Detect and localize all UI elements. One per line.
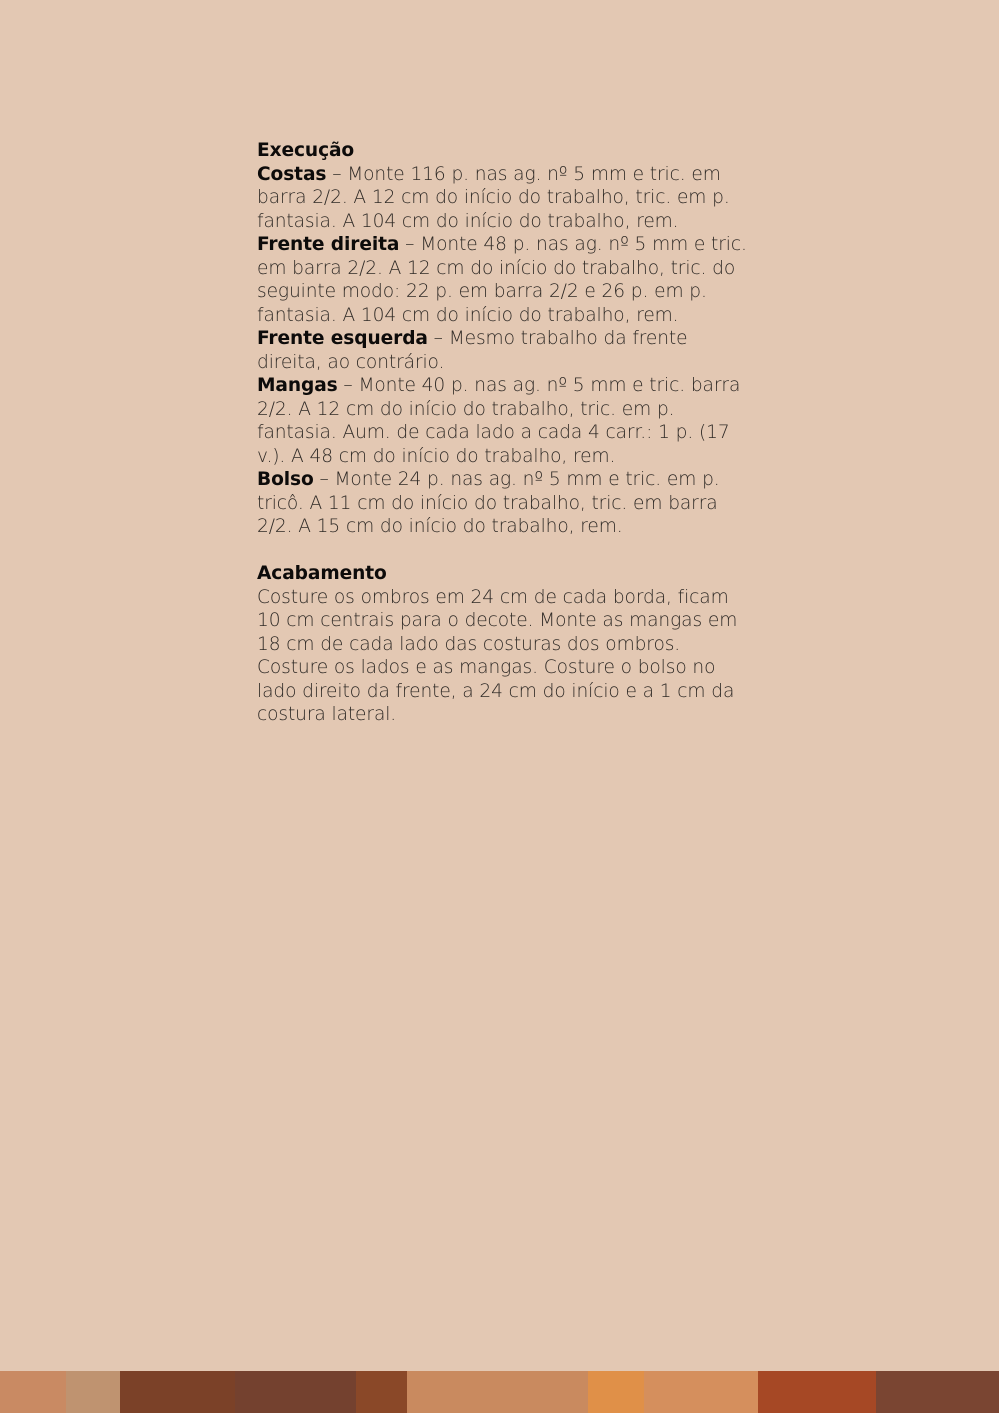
- color-swatch: [356, 1371, 407, 1413]
- color-swatch: [644, 1371, 758, 1413]
- bolso-paragraph: [257, 468, 757, 539]
- color-swatch: [120, 1371, 235, 1413]
- color-swatch: [876, 1371, 999, 1413]
- instructions-text: [257, 139, 757, 727]
- section-label: Bolso: [257, 469, 314, 490]
- color-strip: [0, 1371, 999, 1413]
- color-swatch: [0, 1371, 66, 1413]
- color-swatch: [588, 1371, 644, 1413]
- color-swatch: [235, 1371, 356, 1413]
- color-swatch: [407, 1371, 588, 1413]
- frente-direita-paragraph: [257, 233, 757, 327]
- section-label: Costas: [257, 163, 327, 185]
- section-label: Frente esquerda: [257, 328, 428, 349]
- section-text: – Monte 48 p. nas ag. nº 5 mm e tric. em barra 2/2. A 12 cm do início do trabalho, tric. do seguinte modo: 22 p. em barra 2/2 e 26 p. em p. fantasia. A 104 cm do início do trabalho, rem.: [257, 234, 747, 326]
- color-swatch: [758, 1371, 876, 1413]
- costas-paragraph: [257, 163, 757, 234]
- section-spacer: [257, 539, 757, 563]
- acabamento-paragraph: Costure os ombros em 24 cm de cada borda, ficam 10 cm centrais para o decote. Monte as mangas em 18 cm de cada lado das costuras dos ombros. Costure os lados e as mangas. Costure o bolso no lado direito da frente, a 24 cm do início e a 1 cm da costura lateral.: [257, 586, 738, 725]
- frente-esquerda-paragraph: [257, 327, 757, 374]
- section-text: – Monte 24 p. nas ag. nº 5 mm e tric. em p. tricô. A 11 cm do início do trabalho, tric. em barra 2/2. A 15 cm do início do trabalho, rem.: [257, 469, 720, 537]
- mangas-paragraph: [257, 374, 757, 468]
- color-swatch: [66, 1371, 120, 1413]
- section-label: Frente direita: [257, 234, 400, 255]
- acabamento-heading: Acabamento: [257, 563, 387, 584]
- section-label: Mangas: [257, 375, 338, 396]
- section-text: – Monte 116 p. nas ag. nº 5 mm e tric. em barra 2/2. A 12 cm do início do trabalho, tric. em p. fantasia. A 104 cm do início do trabalho, rem.: [257, 163, 730, 232]
- section-text: – Mesmo trabalho da frente direita, ao contrário.: [257, 328, 688, 373]
- execucao-heading: Execução: [257, 140, 355, 161]
- section-text: – Monte 40 p. nas ag. nº 5 mm e tric. barra 2/2. A 12 cm do início do trabalho, tric. em p. fantasia. Aum. de cada lado a cada 4 carr.: 1 p. (17 v.). A 48 cm do início do trabalho, rem.: [257, 375, 741, 467]
